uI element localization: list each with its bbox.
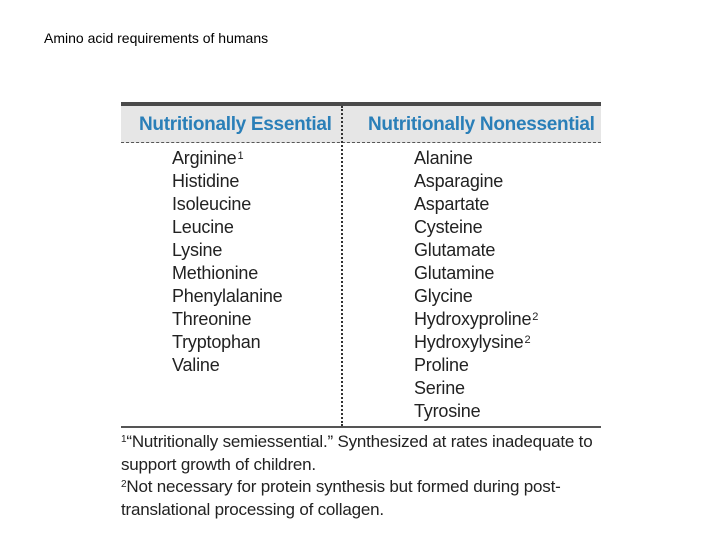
nonessential-amino-acid xyxy=(414,377,538,400)
nonessential-amino-acid xyxy=(414,400,538,423)
footnote-marker: 2 xyxy=(524,334,531,346)
amino-acid-name: Asparagine xyxy=(414,171,504,191)
essential-amino-acid xyxy=(172,308,283,331)
essential-amino-acid xyxy=(172,216,283,239)
nonessential-amino-acid xyxy=(414,170,538,193)
amino-acid-name: Glutamine xyxy=(414,263,495,283)
footnote-number: 1 xyxy=(121,434,127,445)
nonessential-amino-acid xyxy=(414,239,538,262)
footnote-text: Not necessary for protein synthesis but formed during post-translational processing of collagen. xyxy=(121,477,561,519)
footnote-number: 2 xyxy=(121,479,127,490)
essential-header: Nutritionally Essential xyxy=(139,114,332,135)
amino-acid-name: Phenylalanine xyxy=(172,286,283,306)
amino-acid-name: Aspartate xyxy=(414,194,490,214)
essential-amino-acid xyxy=(172,147,283,170)
footnote-text: “Nutritionally semiessential.” Synthesized at rates inadequate to support growth of children. xyxy=(121,432,593,474)
nonessential-amino-acid xyxy=(414,147,538,170)
amino-acid-name: Histidine xyxy=(172,171,240,191)
amino-acid-name: Cysteine xyxy=(414,217,483,237)
footnote-marker: 1 xyxy=(237,150,244,162)
essential-amino-acid xyxy=(172,239,283,262)
slide-title: Amino acid requirements of humans xyxy=(44,30,269,46)
essential-amino-acid xyxy=(172,285,283,308)
amino-acid-name: Tyrosine xyxy=(414,401,481,421)
amino-acid-name: Proline xyxy=(414,355,469,375)
amino-acid-name: Hydroxylysine xyxy=(414,332,524,352)
nonessential-amino-acid xyxy=(414,193,538,216)
essential-amino-acid xyxy=(172,354,283,377)
amino-acid-name: Serine xyxy=(414,378,465,398)
footnote-1 xyxy=(121,431,601,476)
nonessential-amino-acid xyxy=(414,354,538,377)
nonessential-amino-acid xyxy=(414,285,538,308)
essential-amino-acid xyxy=(172,262,283,285)
amino-acid-name: Hydroxyproline xyxy=(414,309,532,329)
essential-list xyxy=(172,147,283,377)
amino-acid-name: Valine xyxy=(172,355,220,375)
amino-acid-name: Arginine xyxy=(172,148,237,168)
amino-acid-name: Glycine xyxy=(414,286,473,306)
essential-amino-acid xyxy=(172,170,283,193)
amino-acid-name: Alanine xyxy=(414,148,473,168)
amino-acid-name: Threonine xyxy=(172,309,252,329)
nonessential-amino-acid xyxy=(414,331,538,354)
nonessential-list xyxy=(414,147,538,423)
nonessential-header: Nutritionally Nonessential xyxy=(368,114,595,135)
amino-acid-table xyxy=(121,102,601,422)
footnote-2 xyxy=(121,476,601,521)
nonessential-amino-acid xyxy=(414,262,538,285)
table-bottom-rule xyxy=(121,426,601,428)
amino-acid-name: Tryptophan xyxy=(172,332,261,352)
nonessential-amino-acid xyxy=(414,308,538,331)
essential-amino-acid xyxy=(172,193,283,216)
footnote-marker: 2 xyxy=(532,311,539,323)
column-divider xyxy=(341,106,343,426)
amino-acid-name: Methionine xyxy=(172,263,259,283)
amino-acid-name: Lysine xyxy=(172,240,223,260)
essential-amino-acid xyxy=(172,331,283,354)
amino-acid-name: Isoleucine xyxy=(172,194,252,214)
amino-acid-name: Glutamate xyxy=(414,240,496,260)
footnotes xyxy=(121,431,601,521)
nonessential-amino-acid xyxy=(414,216,538,239)
amino-acid-name: Leucine xyxy=(172,217,234,237)
